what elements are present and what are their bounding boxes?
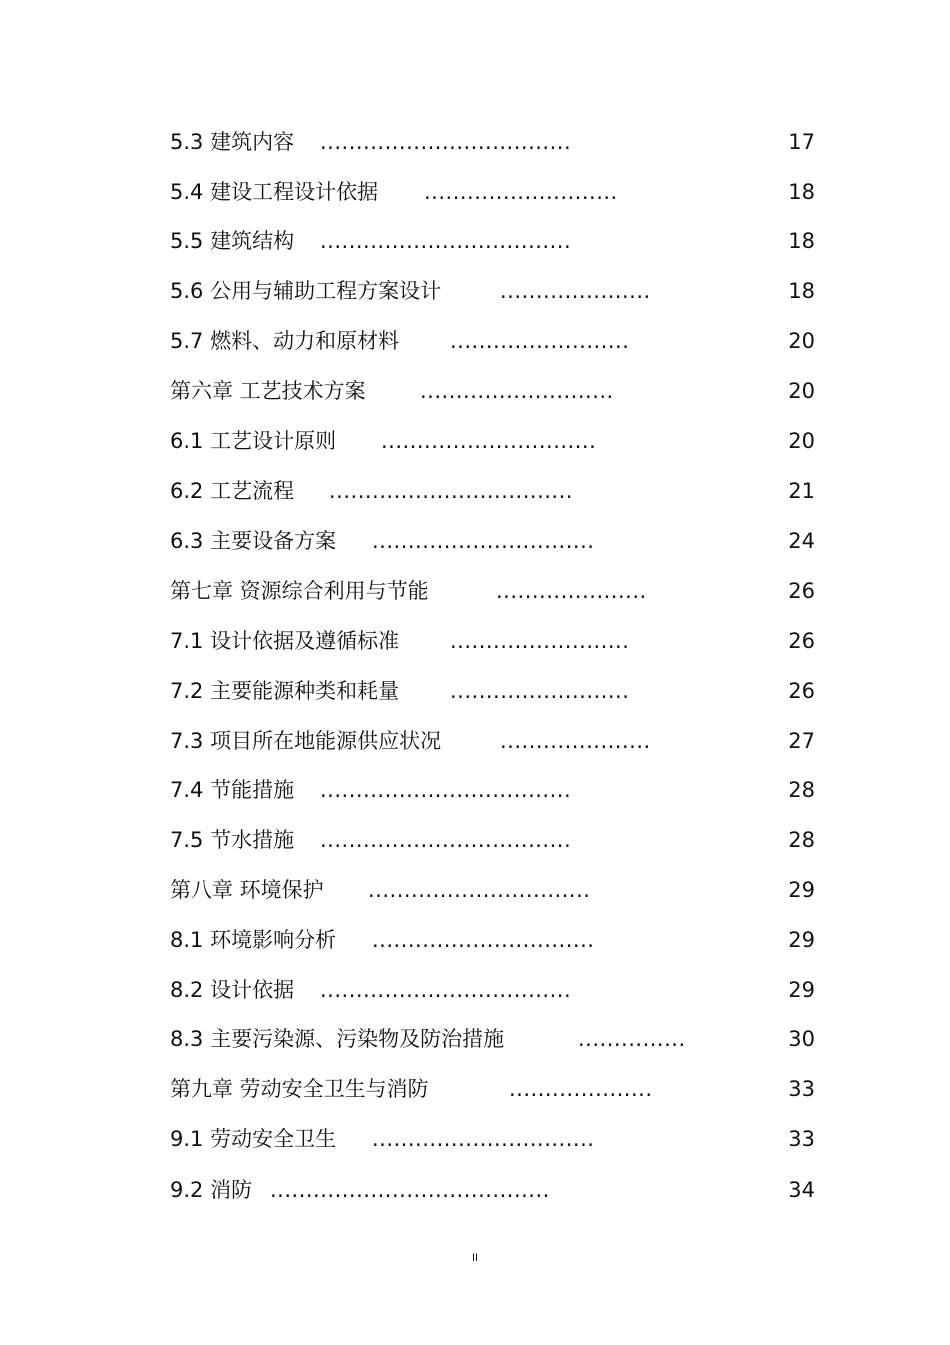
toc-entry[interactable]: [170, 825, 815, 855]
toc-entry[interactable]: [170, 376, 815, 406]
toc-entry-title: 5.5 建筑结构: [170, 229, 295, 253]
toc-entry-page: 26: [788, 629, 815, 653]
toc-entry[interactable]: [170, 626, 815, 656]
toc-entry-title: 6.2 工艺流程: [170, 479, 295, 503]
toc-entry-leader: ...............................: [368, 878, 591, 902]
toc-entry-leader: ...........................: [420, 379, 614, 403]
toc-entry-title: 7.4 节能措施: [170, 778, 295, 802]
toc-entry-title: 第八章 环境保护: [170, 878, 324, 902]
toc-entry-leader: ...............................: [372, 1127, 595, 1151]
toc-entry-page: 18: [788, 180, 815, 204]
toc-entry-page: 27: [788, 729, 815, 753]
toc-entry-page: 30: [788, 1027, 815, 1051]
toc-entry-title: 第七章 资源综合利用与节能: [170, 579, 429, 603]
toc-entry-page: 20: [788, 379, 815, 403]
toc-entry-title: 9.1 劳动安全卫生: [170, 1127, 337, 1151]
toc-entry-page: 20: [788, 329, 815, 353]
toc-entry-title: 9.2 消防: [170, 1178, 253, 1202]
toc-entry-title: 7.2 主要能源种类和耗量: [170, 679, 400, 703]
toc-entry[interactable]: [170, 226, 815, 256]
toc-entry-leader: ...................................: [320, 130, 572, 154]
toc-entry[interactable]: [170, 426, 815, 456]
toc-entry-page: 28: [788, 828, 815, 852]
toc-entry[interactable]: [170, 775, 815, 805]
toc-entry-leader: .....................: [500, 729, 651, 753]
toc-entry-title: 6.3 主要设备方案: [170, 529, 337, 553]
toc-entry-leader: ...............: [578, 1027, 686, 1051]
toc-entry-page: 18: [788, 279, 815, 303]
toc-entry-title: 8.2 设计依据: [170, 978, 295, 1002]
toc-entry-title: 6.1 工艺设计原则: [170, 429, 337, 453]
toc-entry-leader: .........................: [450, 679, 630, 703]
toc-entry[interactable]: [170, 1175, 815, 1205]
toc-entry-page: 29: [788, 928, 815, 952]
toc-entry[interactable]: [170, 326, 815, 356]
toc-entry[interactable]: [170, 925, 815, 955]
toc-entry[interactable]: [170, 975, 815, 1005]
page-number: II: [471, 1252, 479, 1264]
toc-entry[interactable]: [170, 1074, 815, 1104]
toc-entry-title: 5.6 公用与辅助工程方案设计: [170, 279, 442, 303]
toc-entry-leader: .....................: [500, 279, 651, 303]
toc-entry-page: 28: [788, 778, 815, 802]
toc-entry-leader: ...............................: [372, 928, 595, 952]
toc-entry-leader: ...................................: [320, 778, 572, 802]
toc-entry-page: 24: [788, 529, 815, 553]
toc-entry[interactable]: [170, 576, 815, 606]
toc-entry-page: 20: [788, 429, 815, 453]
toc-entry-page: 33: [788, 1127, 815, 1151]
toc-entry-leader: ....................: [509, 1077, 653, 1101]
toc-entry-leader: ...............................: [372, 529, 595, 553]
toc-entry[interactable]: [170, 177, 815, 207]
toc-entry-leader: ...........................: [424, 180, 618, 204]
toc-entry-title: 第九章 劳动安全卫生与消防: [170, 1077, 429, 1101]
toc-entry[interactable]: [170, 676, 815, 706]
toc-entry-leader: .......................................: [270, 1178, 550, 1202]
toc-entry[interactable]: [170, 875, 815, 905]
toc-entry-page: 26: [788, 579, 815, 603]
toc-entry-title: 8.3 主要污染源、污染物及防治措施: [170, 1027, 505, 1051]
toc-entry-page: 34: [788, 1178, 815, 1202]
toc-entry-page: 21: [788, 479, 815, 503]
toc-entry-leader: ...................................: [320, 229, 572, 253]
toc-entry[interactable]: [170, 276, 815, 306]
toc-entry-page: 29: [788, 878, 815, 902]
toc-entry-leader: .........................: [450, 329, 630, 353]
toc-entry-page: 18: [788, 229, 815, 253]
toc-entry-page: 33: [788, 1077, 815, 1101]
toc-entry-title: 7.1 设计依据及遵循标准: [170, 629, 400, 653]
toc-entry-leader: ..................................: [329, 479, 573, 503]
toc-entry[interactable]: [170, 476, 815, 506]
toc-entry-leader: ...................................: [320, 978, 572, 1002]
toc-entry-leader: ..............................: [381, 429, 597, 453]
toc-entry[interactable]: [170, 526, 815, 556]
toc-entry-leader: .........................: [450, 629, 630, 653]
toc-entry-title: 5.7 燃料、动力和原材料: [170, 329, 400, 353]
toc-entry-page: 17: [788, 130, 815, 154]
toc-entry-title: 5.3 建筑内容: [170, 130, 295, 154]
toc-entry[interactable]: [170, 726, 815, 756]
toc-entry[interactable]: [170, 127, 815, 157]
toc-entry-title: 8.1 环境影响分析: [170, 928, 337, 952]
toc-entry-title: 5.4 建设工程设计依据: [170, 180, 379, 204]
toc-entry-title: 7.5 节水措施: [170, 828, 295, 852]
toc-entry-leader: .....................: [496, 579, 647, 603]
toc-entry[interactable]: [170, 1124, 815, 1154]
toc-entry-leader: ...................................: [320, 828, 572, 852]
toc-entry-title: 7.3 项目所在地能源供应状况: [170, 729, 442, 753]
toc-entry-title: 第六章 工艺技术方案: [170, 379, 366, 403]
toc-entry-page: 26: [788, 679, 815, 703]
toc-entry[interactable]: [170, 1024, 815, 1054]
toc-entry-page: 29: [788, 978, 815, 1002]
